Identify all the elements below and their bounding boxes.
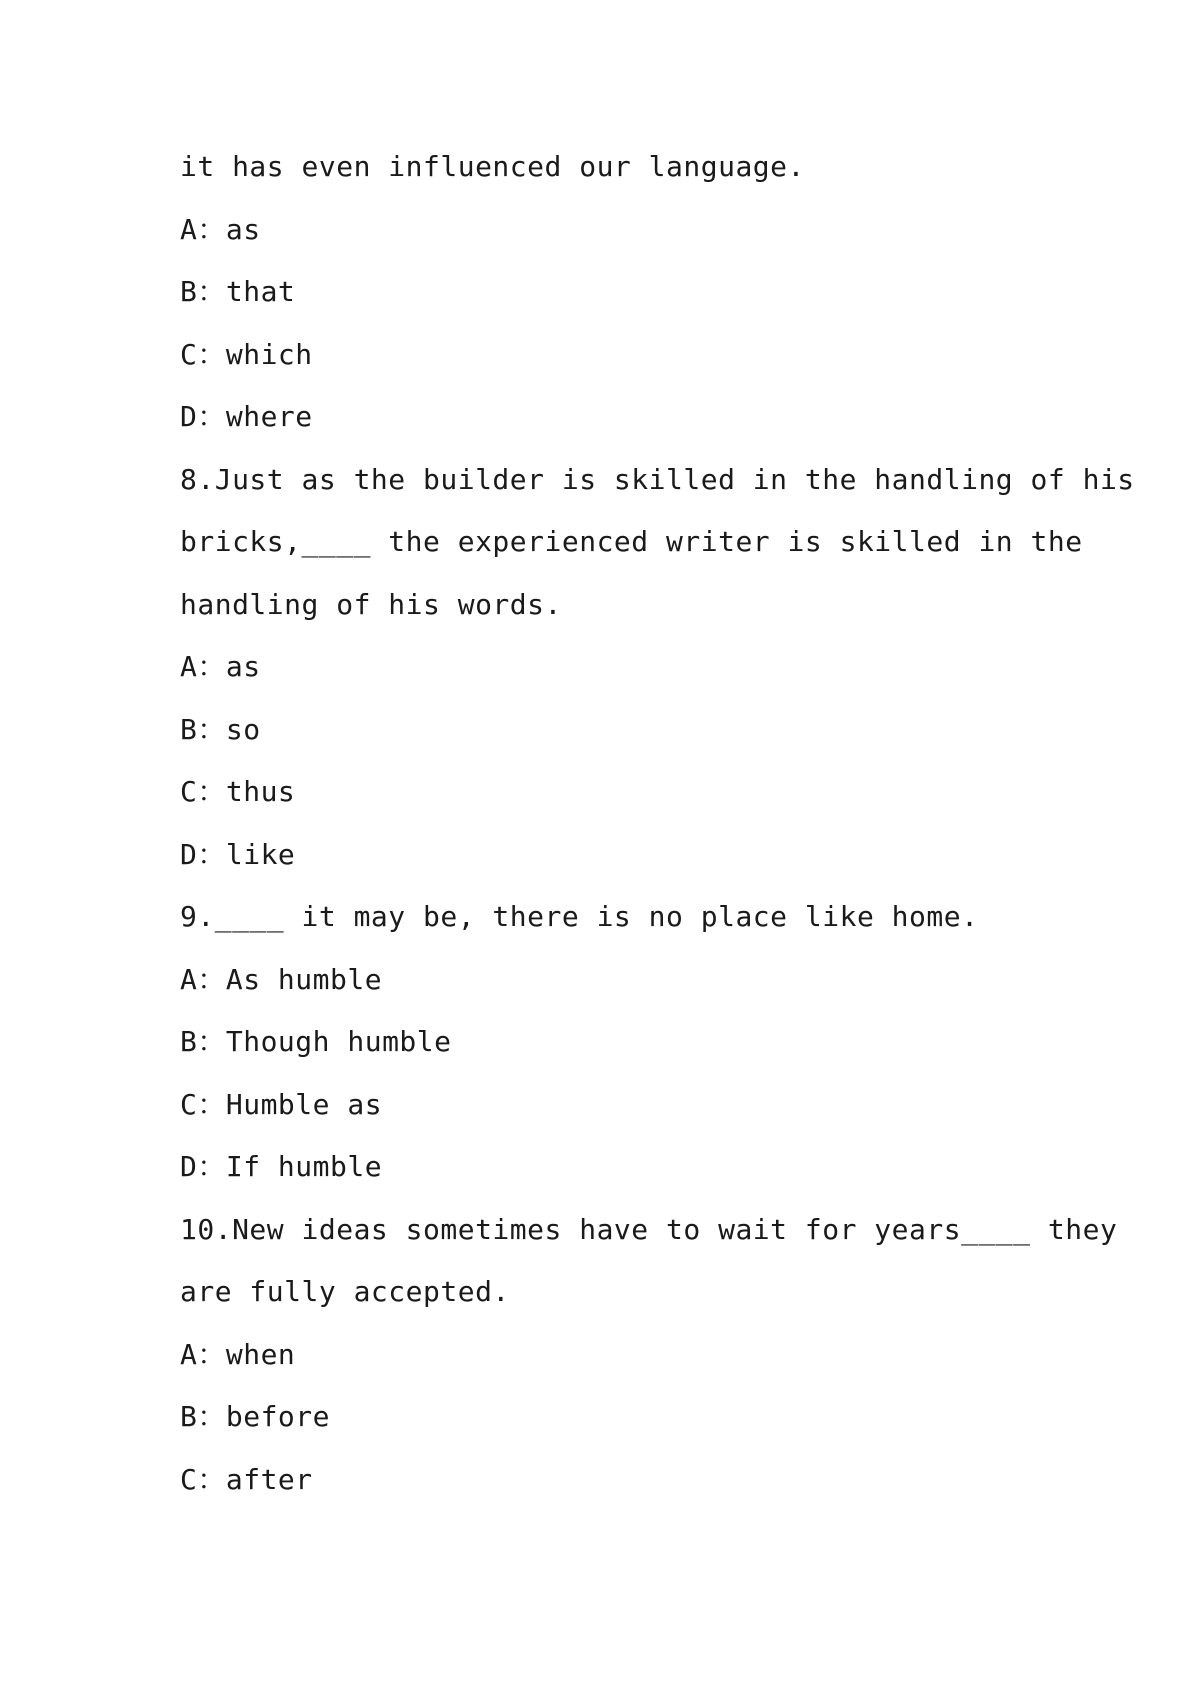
q7-option-c: C：which <box>180 337 313 371</box>
question-10-stem-line-1: 10.New ideas sometimes have to wait for years____ they <box>180 1212 1118 1246</box>
q10-option-c: C：after <box>180 1462 313 1496</box>
question-8-stem-line-3: handling of his words. <box>180 587 562 621</box>
q7-option-b: B：that <box>180 275 296 308</box>
q10-option-b: B：before <box>180 1400 331 1433</box>
q10-option-a: A：when <box>180 1337 296 1371</box>
question-7-stem-continued: it has even influenced our language. <box>180 150 805 183</box>
q9-option-a: A：As humble <box>180 962 383 996</box>
question-10-stem-line-2: are fully accepted. <box>180 1275 510 1308</box>
q8-option-c: C：thus <box>180 775 296 808</box>
document-page <box>180 136 1135 1511</box>
q8-option-d: D：like <box>180 837 296 871</box>
q9-option-d: D：If humble <box>180 1150 383 1183</box>
q9-option-c: C：Humble as <box>180 1087 383 1121</box>
question-8-stem-line-1: 8.Just as the builder is skilled in the handling of his <box>180 462 1135 496</box>
q7-option-a: A：as <box>180 212 261 246</box>
q9-option-b: B：Though humble <box>180 1025 452 1058</box>
q8-option-a: A：as <box>180 650 261 683</box>
q8-option-b: B：so <box>180 712 261 746</box>
question-9-stem: 9.____ it may be, there is no place like home. <box>180 900 979 933</box>
question-8-stem-line-2: bricks,____ the experienced writer is skilled in the <box>180 525 1083 558</box>
q7-option-d: D：where <box>180 400 313 433</box>
